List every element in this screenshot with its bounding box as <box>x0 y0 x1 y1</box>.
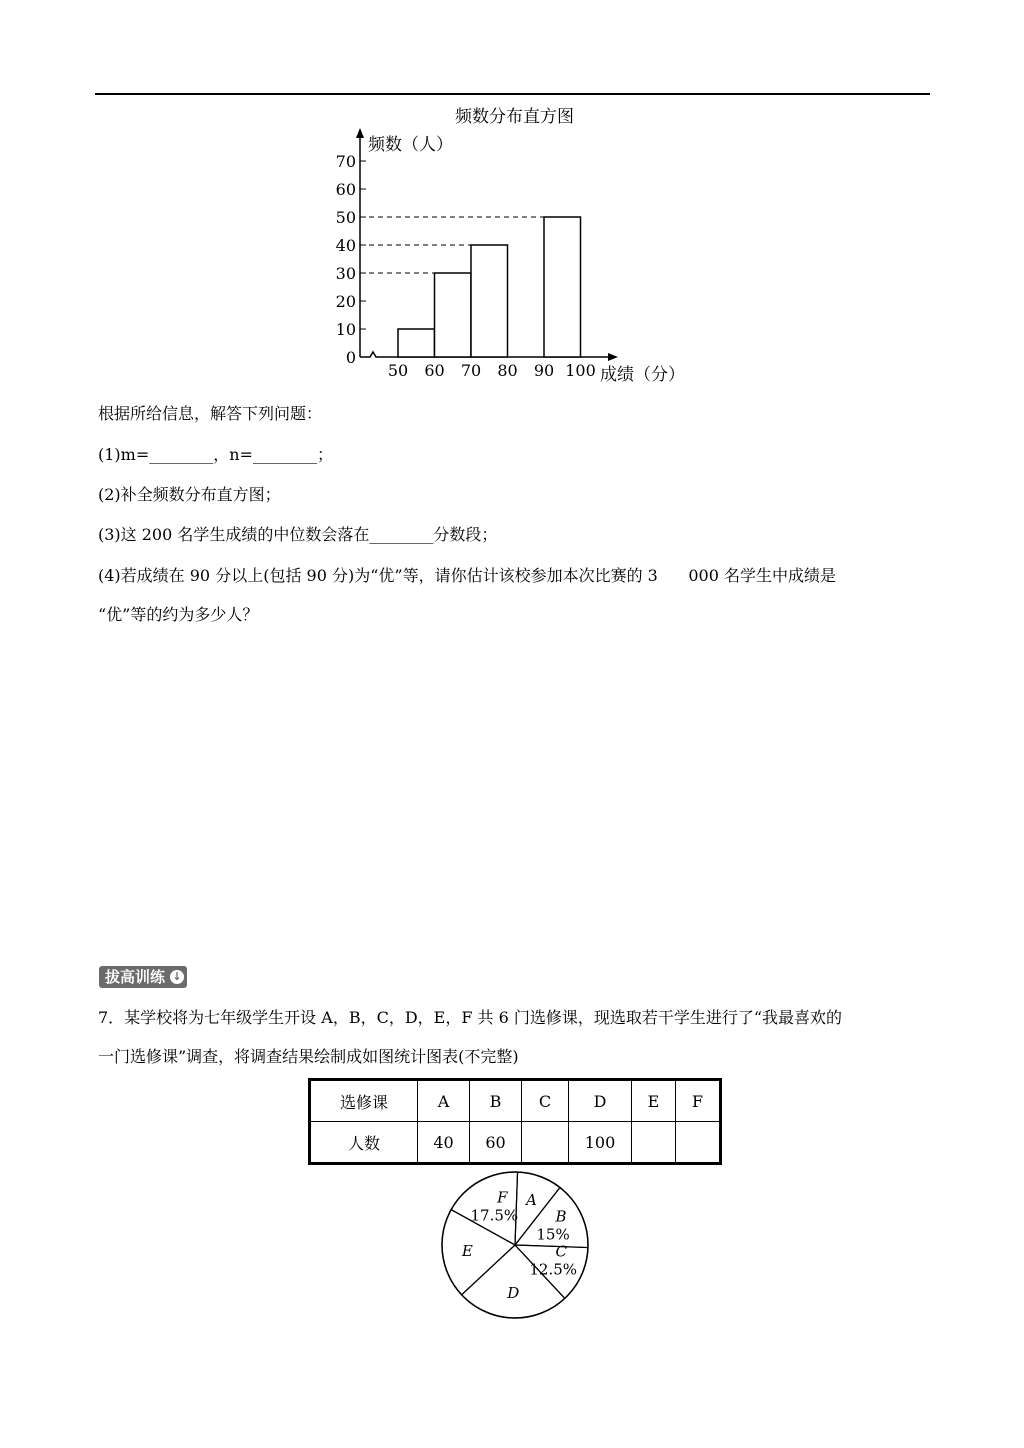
x-tick-label: 70 <box>460 361 482 380</box>
pie-slice-label: F <box>497 1188 508 1207</box>
y-tick-label: 70 <box>335 152 356 171</box>
problem-7-line-2: 一门选修课”调查，将调查结果绘制成如图统计图表(不完整) <box>98 1047 519 1066</box>
x-axis-arrow <box>608 353 618 361</box>
course-pie-chart <box>430 1165 600 1335</box>
table-cell: A <box>418 1080 470 1122</box>
y-tick-label: 10 <box>335 320 356 339</box>
x-tick-label: 50 <box>387 361 409 380</box>
course-table <box>308 1078 722 1165</box>
question-4-line-1: (4)若成绩在 90 分以上(包括 90 分)为“优”等，请你估计该校参加本次比赛的 3 000 名学生中成绩是 <box>98 566 836 585</box>
pie-slice-label: C <box>555 1242 567 1261</box>
pie-slice-percent: 12.5% <box>529 1260 578 1279</box>
y-tick-label: 30 <box>335 264 356 283</box>
x-tick-label: 90 <box>533 361 555 380</box>
table-cell <box>676 1122 721 1164</box>
x-tick-label: 80 <box>497 361 518 380</box>
histogram-bar <box>544 217 581 357</box>
frequency-histogram <box>320 100 710 390</box>
chart-title: 频数分布直方图 <box>455 107 574 127</box>
question-2: (2)补全频数分布直方图； <box>98 485 281 504</box>
section-badge <box>99 966 187 988</box>
section-badge-label: 拔高训练 <box>105 968 166 986</box>
table-cell: D <box>569 1080 632 1122</box>
pie-slice-label: D <box>507 1283 520 1302</box>
table-cell <box>522 1122 569 1164</box>
table-row <box>310 1080 721 1122</box>
table-cell: 100 <box>569 1122 632 1164</box>
table-cell: E <box>632 1080 676 1122</box>
y-axis-arrow <box>356 128 364 138</box>
pie-slice-percent: 17.5% <box>470 1206 519 1225</box>
table-header-count: 人数 <box>310 1122 418 1164</box>
questions-intro: 根据所给信息，解答下列问题： <box>98 404 323 423</box>
table-cell: 60 <box>470 1122 522 1164</box>
table-cell: B <box>470 1080 522 1122</box>
y-tick-label: 20 <box>335 292 356 311</box>
histogram-bar <box>471 245 508 357</box>
y-tick-label: 0 <box>345 348 356 367</box>
y-tick-label: 40 <box>335 236 356 255</box>
table-cell: F <box>676 1080 721 1122</box>
question-1: (1)m=________，n=________； <box>98 445 333 464</box>
histogram-bar <box>435 273 472 357</box>
x-tick-label: 60 <box>424 361 445 380</box>
problem-7-line-1: 7．某学校将为七年级学生开设 A，B，C，D，E，F 共 6 门选修课，现选取若干学生进行了“我最喜欢的 <box>98 1008 843 1027</box>
table-row <box>310 1122 721 1164</box>
pie-slice-label: E <box>461 1241 473 1260</box>
table-header-course: 选修课 <box>310 1080 418 1122</box>
y-axis-label: 频数（人） <box>368 135 453 155</box>
histogram-bar <box>398 329 435 357</box>
down-arrow-icon: ↓ <box>170 970 184 984</box>
pie-slice-label: B <box>555 1207 567 1226</box>
pie-slice-percent: 15% <box>536 1225 570 1244</box>
table-cell: 40 <box>418 1122 470 1164</box>
top-rule <box>95 93 930 95</box>
x-axis-label: 成绩（分） <box>600 365 685 385</box>
y-tick-label: 60 <box>335 180 356 199</box>
x-tick-label: 100 <box>565 361 596 380</box>
pie-slice-label: A <box>525 1190 537 1209</box>
table-cell <box>632 1122 676 1164</box>
table-cell: C <box>522 1080 569 1122</box>
question-4-line-2: “优”等的约为多少人？ <box>98 605 259 624</box>
y-tick-label: 50 <box>335 208 356 227</box>
question-3: (3)这 200 名学生成绩的中位数会落在________分数段； <box>98 525 498 544</box>
